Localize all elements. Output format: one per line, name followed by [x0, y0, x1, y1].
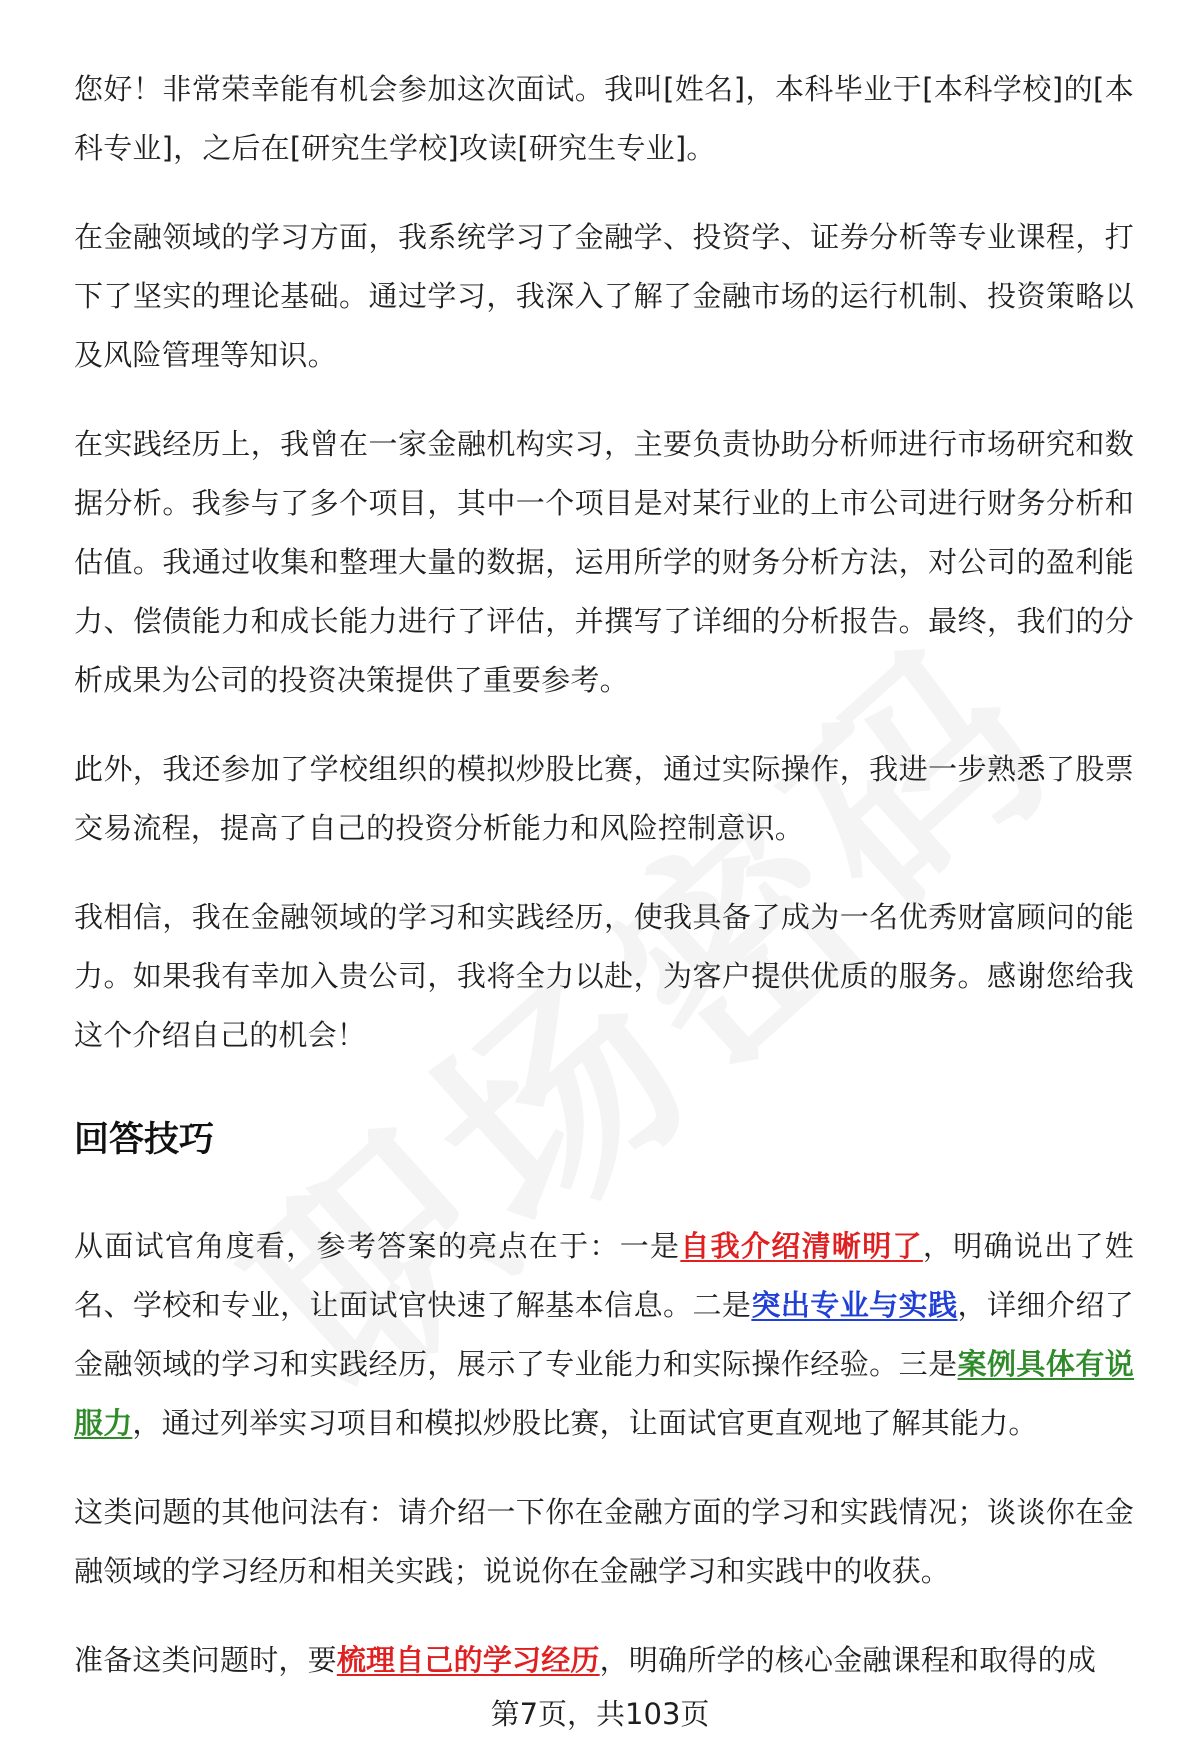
- tips-paragraph-3: [74, 1631, 1134, 1690]
- tips-paragraph-1: [74, 1217, 1134, 1453]
- tips-p1-text-2: ，明确说出了姓名、学校和专业，让面试官快速了解基本信息。二是: [74, 1229, 1134, 1322]
- tips-p1-text-4: ，通过列举实习项目和模拟炒股比赛，让面试官更直观地了解其能力。: [132, 1406, 1038, 1440]
- intro-paragraph-3: 在实践经历上，我曾在一家金融机构实习，主要负责协助分析师进行市场研究和数据分析。我参与了多个项目，其中一个项目是对某行业的上市公司进行财务分析和估值。我通过收集和整理大量的数据，运用所学的财务分析方法，对公司的盈利能力、偿债能力和成长能力进行了评估，并撰写了详细的分析报告。最终，我们的分析成果为公司的投资决策提供了重要参考。: [74, 427, 1134, 697]
- tips-p3-text-2: ，明确所学的核心金融课程和取得的成: [599, 1643, 1097, 1677]
- tips-p3-text-1: 准备这类问题时，要: [74, 1643, 337, 1677]
- intro-paragraph-1: 您好！非常荣幸能有机会参加这次面试。我叫[姓名]，本科毕业于[本科学校]的[本科专业]，之后在[研究生学校]攻读[研究生专业]。: [74, 72, 1134, 165]
- tips-p1-text-1: 从面试官角度看，参考答案的亮点在于：一是: [74, 1229, 681, 1263]
- highlight-specific-case: 案例具体有说服力: [74, 1347, 1134, 1440]
- tips-p1-text-3: ，详细介绍了金融领域的学习和实践经历，展示了专业能力和实际操作经验。三是: [74, 1288, 1135, 1381]
- intro-paragraph-5: 我相信，我在金融领域的学习和实践经历，使我具备了成为一名优秀财富顾问的能力。如果我有幸加入贵公司，我将全力以赴，为客户提供优质的服务。感谢您给我这个介绍自己的机会！: [74, 900, 1134, 1052]
- document-page: [74, 60, 1134, 1720]
- highlight-self-intro: 自我介绍清晰明了: [680, 1229, 923, 1263]
- page-number-footer: 第7页，共103页: [490, 1697, 710, 1731]
- highlight-study-experience: 梳理自己的学习经历: [336, 1643, 600, 1677]
- intro-paragraph-4: 此外，我还参加了学校组织的模拟炒股比赛，通过实际操作，我进一步熟悉了股票交易流程，提高了自己的投资分析能力和风险控制意识。: [74, 752, 1134, 845]
- tips-paragraph-2: 这类问题的其他问法有：请介绍一下你在金融方面的学习和实践情况；谈谈你在金融领域的学习经历和相关实践；说说你在金融学习和实践中的收获。: [74, 1495, 1134, 1588]
- intro-paragraph-2: 在金融领域的学习方面，我系统学习了金融学、投资学、证券分析等专业课程，打下了坚实的理论基础。通过学习，我深入了解了金融市场的运行机制、投资策略以及风险管理等知识。: [74, 220, 1134, 372]
- section-heading-tips: 回答技巧: [74, 1120, 215, 1160]
- highlight-major-practice: 突出专业与实践: [751, 1288, 958, 1322]
